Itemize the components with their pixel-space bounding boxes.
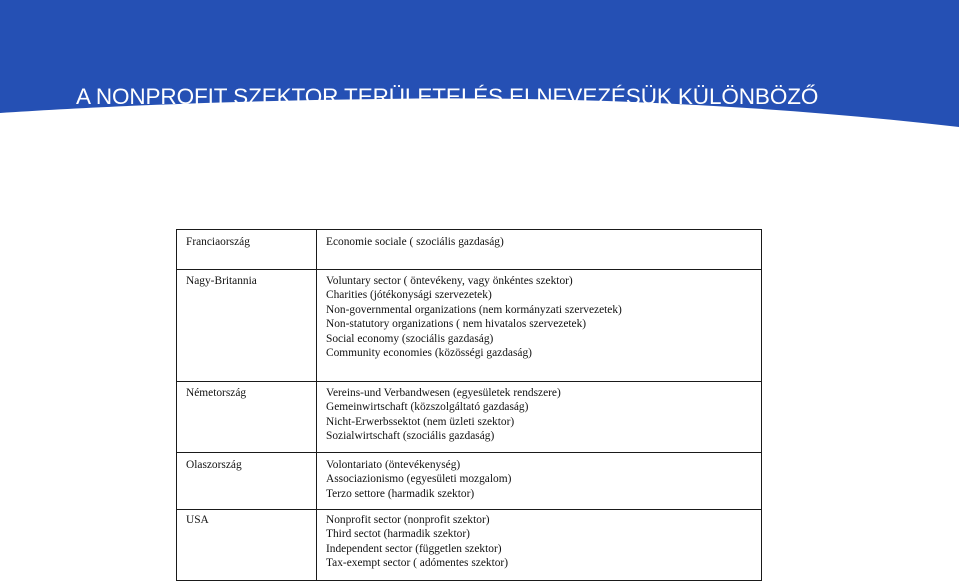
sector-name-line: Charities (jótékonysági szervezetek) xyxy=(326,289,492,302)
country-cell xyxy=(177,230,317,270)
table-body xyxy=(177,230,762,581)
table-row xyxy=(177,453,762,510)
sector-name-line: Non-governmental organizations (nem kormányzati szervezetek) xyxy=(326,303,622,316)
country-name: Nagy-Britannia xyxy=(186,275,257,287)
sector-names-cell xyxy=(317,270,762,382)
sector-name-line: Nonprofit sector (nonprofit szektor) xyxy=(326,514,490,526)
sector-names-cell xyxy=(317,230,762,270)
table-row xyxy=(177,510,762,581)
country-cell xyxy=(177,453,317,510)
sector-names-cell xyxy=(317,382,762,453)
sector-name-line: Sozialwirtschaft (szociális gazdaság) xyxy=(326,430,495,443)
country-name: USA xyxy=(186,514,209,526)
sector-name-line: Non-statutory organizations ( nem hivatalos szervezetek) xyxy=(326,318,587,331)
table-row xyxy=(177,230,762,270)
sector-name-line: Terzo settore (harmadik szektor) xyxy=(326,487,475,500)
country-cell xyxy=(177,510,317,581)
sector-name-line: Social economy (szociális gazdaság) xyxy=(326,332,494,345)
sector-name-line: Vereins-und Verbandwesen (egyesületek rendszere) xyxy=(326,387,561,399)
sector-name-line: Tax-exempt sector ( adómentes szektor) xyxy=(326,557,509,570)
table-row xyxy=(177,382,762,453)
sector-name-line: Community economies (közösségi gazdaság) xyxy=(326,347,532,360)
country-name: Franciaország xyxy=(186,236,250,248)
country-cell xyxy=(177,382,317,453)
sector-names-cell xyxy=(317,510,762,581)
country-name: Olaszország xyxy=(186,459,242,471)
table-row xyxy=(177,270,762,382)
sector-name-line: Associazionismo (egyesületi mozgalom) xyxy=(326,473,512,486)
sector-name-line: Voluntary sector ( öntevékeny, vagy önkéntes szektor) xyxy=(326,275,573,287)
sector-name-line: Gemeinwirtschaft (közszolgáltató gazdaság) xyxy=(326,401,529,414)
sector-name-line: Nicht-Erwerbssektot (nem üzleti szektor) xyxy=(326,415,515,428)
sector-names-cell xyxy=(317,453,762,510)
sector-name-line: Volontariato (öntevékenység) xyxy=(326,459,461,471)
country-cell xyxy=(177,270,317,382)
sector-name-line: Third sectot (harmadik szektor) xyxy=(326,528,470,541)
sector-name-line: Economie sociale ( szociális gazdaság) xyxy=(326,236,504,248)
country-name: Németország xyxy=(186,387,247,399)
sector-name-line: Independent sector (független szektor) xyxy=(326,542,502,555)
sector-names-table xyxy=(176,229,762,581)
title-clip xyxy=(0,0,959,138)
slide-title: A NONPROFIT SZEKTOR TERÜLETEI ÉS ELNEVEZÉSÜK KÜLÖNBÖZŐ ORSZÁGOKBAN xyxy=(76,84,819,138)
